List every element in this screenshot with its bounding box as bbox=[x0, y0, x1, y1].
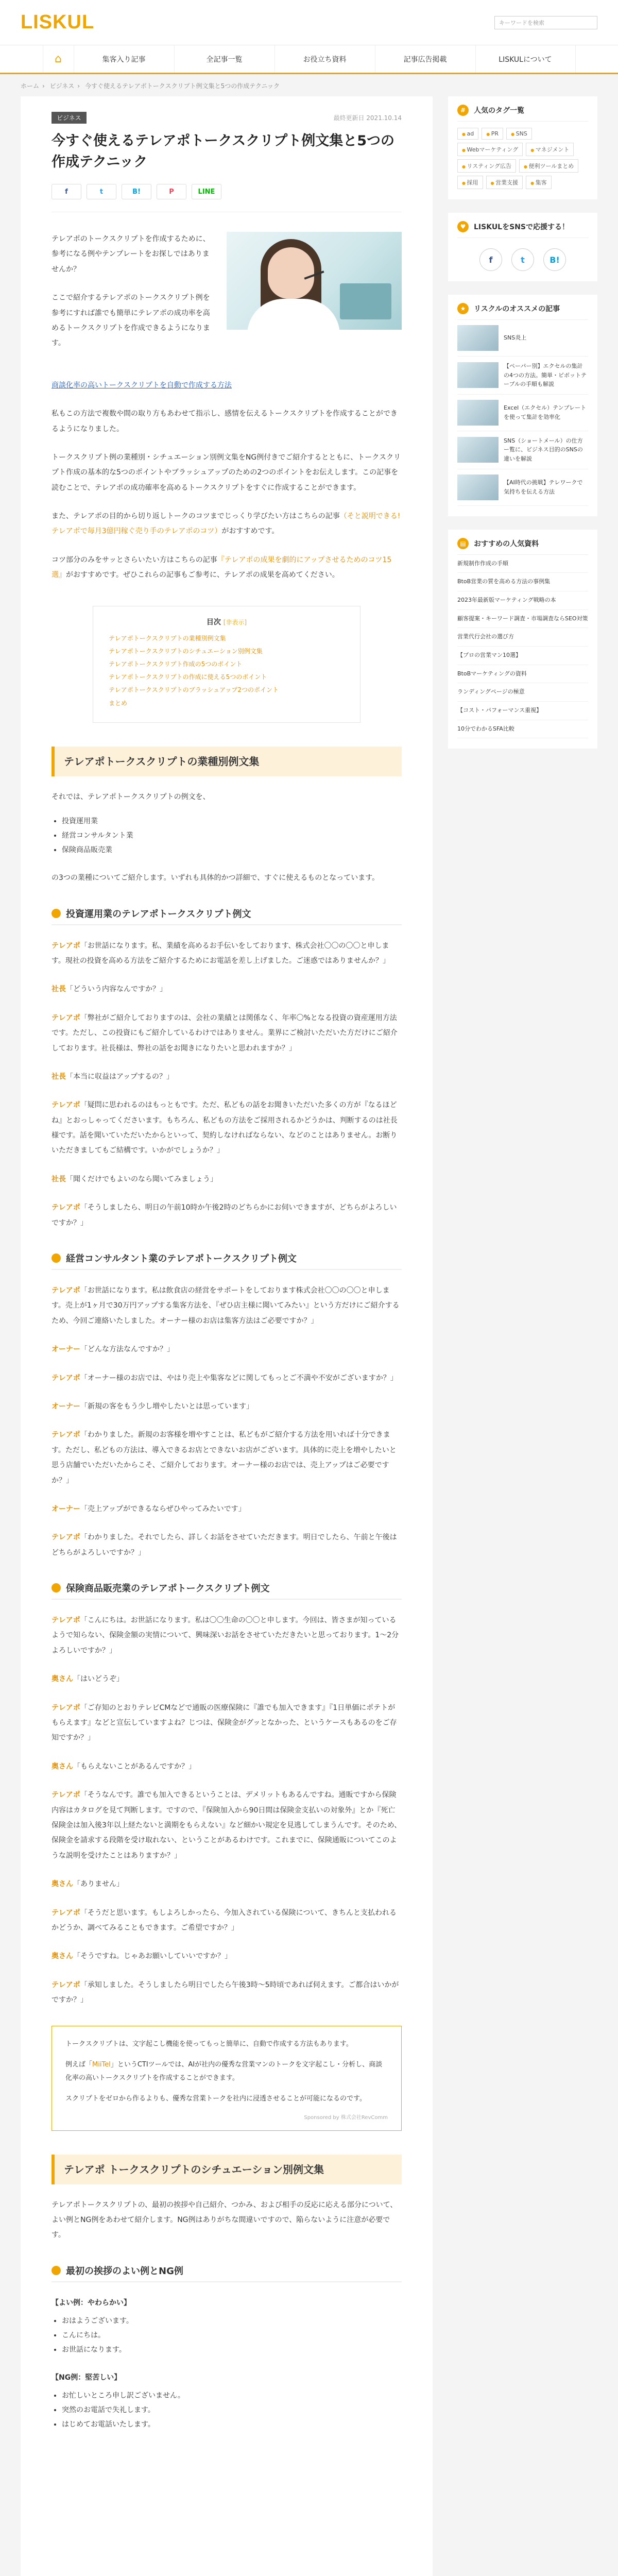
recommended-articles: ★ リスクルのオススメの記事 SNS炎上 【ペーパー別】エクセルの集計の4つの方法。簡単・ピボットテーブルの手順も解説 Excel（エクセル）テンプレートを使って集計を効率化 SNS（ショートメール）の仕方ー覧に、ビジネス目的のSNSの違いを解説 【AI時代の挑戦】テレワークで気持ちを伝える方法 bbox=[448, 295, 597, 516]
recommended-item[interactable] bbox=[457, 320, 588, 357]
hatena-follow-button[interactable]: B! bbox=[543, 248, 566, 271]
facebook-follow-button[interactable]: f bbox=[479, 248, 502, 271]
dialogue-line bbox=[52, 1949, 402, 1964]
recommended-title: 【ペーパー別】エクセルの集計の4つの方法。簡単・ピボットテーブルの手順も解説 bbox=[504, 363, 587, 388]
dialogue-text: 「わかりました。新規のお客様を増やすことは、私どもがご紹介する方法を用いれば十分できます。ただし、私どもの方法は、導入できるお店とできないお店がございます。具体的に売上を増やしたいと思う店舗でいただいたからこそ、ご紹介しております。オーナー様のお店では、売上アップはご必要ですか？」 bbox=[52, 1431, 397, 1485]
article-thumbnail bbox=[457, 362, 499, 388]
subsection-heading: 経営コンサルタント業のテレアポトークスクリプト例文 bbox=[52, 1251, 402, 1270]
popular-document-link[interactable]: 2023年最新版マーケティング戦略の本 bbox=[457, 591, 588, 610]
dialogue-line bbox=[52, 982, 402, 997]
dialogue-line bbox=[52, 1978, 402, 2008]
sidebar bbox=[448, 96, 597, 762]
article-thumbnail bbox=[457, 437, 499, 463]
toc-item[interactable]: テレアポトークスクリプトのシチュエーション別例文集 bbox=[109, 647, 263, 655]
nav-item[interactable]: お役立ち資料 bbox=[274, 45, 375, 73]
speaker-label: テレアポ bbox=[52, 1374, 80, 1382]
dialogue-line bbox=[52, 1283, 402, 1329]
tag-link[interactable]: ● リスティング広告 bbox=[457, 159, 516, 173]
speaker-label: テレアポ bbox=[52, 1533, 80, 1542]
dialogue-text: 「売上アップができるならぜひやってみたいです」 bbox=[80, 1504, 246, 1513]
tag-link[interactable]: ● ad bbox=[457, 128, 478, 140]
tag-link[interactable]: ● 採用 bbox=[457, 176, 483, 189]
subsection-heading: 保険商品販売業のテレアポトークスクリプト例文 bbox=[52, 1581, 402, 1600]
dialogue-text: 「そうなんです。誰でも加入できるということは、デメリットもあるんですね。通販ですから保険内容はカタログを見て判断します。ですので、『保険加入から90日間は保険金支払いの対象外』とか『死亡保険金は加入後3年以上経たないと満期をもらえない』など細かい規定を見逃してしまうんです。そのため、保険金を請求する段階を受け取れない、ということがあるわけです。これまでに、保険通販についてこのような説明を受けたことはありますか？」 bbox=[52, 1791, 402, 1860]
dialogue-line bbox=[52, 1428, 402, 1488]
speaker-label: 奥さん bbox=[52, 1880, 73, 1889]
speaker-label: テレアポ bbox=[52, 1791, 80, 1800]
paragraph: テレアポトークスクリプトの、最初の挨拶や自己紹介、つかみ、および相手の反応に応える部分について、よい例とNG例をあわせて紹介します。NG例はありがちな間違いですので、陥らないように注意が必要です。 bbox=[52, 2200, 398, 2240]
table-of-contents: 目次 [非表示] テレアポトークスクリプトの業種別例文集 テレアポトークスクリプトのシチュエーション別例文集 テレアポトークスクリプト作成の5つのポイント テレアポトークスクリプトの作成に使える5つのポイント テレアポトークスクリプトのブラッシュアップ2つのポイント まとめ bbox=[93, 606, 360, 723]
paragraph: それでは、テレアポトークスクリプトの例文を、 bbox=[52, 792, 210, 801]
dialogue-text: 「聞くだけでもよいのなら聞いてみましょう」 bbox=[66, 1175, 217, 1183]
article-thumbnail bbox=[457, 325, 499, 351]
tag-link[interactable]: ● 便利ツールまとめ bbox=[519, 159, 578, 173]
list-item: • おはようございます。 bbox=[62, 2314, 402, 2328]
dialogue-line bbox=[52, 1530, 402, 1561]
dialogue-text: 「もらえないことがあるんですか？」 bbox=[73, 1762, 196, 1771]
dialogue-text: 「そうだと思います。もしよろしかったら、今加入されている保険について、きちんと支払われるかどうか、調べてみることもできます。ご希望ですか？」 bbox=[52, 1908, 397, 1932]
category-badge[interactable]: ビジネス bbox=[52, 112, 87, 124]
dialogue-line bbox=[52, 1011, 402, 1056]
popular-document-link[interactable]: 顧客提案・キーワード調査・市場調査ならSEO対策 bbox=[457, 610, 588, 629]
share-buttons bbox=[52, 184, 402, 212]
hero-image bbox=[227, 232, 402, 330]
popular-document-link[interactable]: 10分でわかるSFA比較 bbox=[457, 720, 588, 739]
toc-item[interactable]: テレアポトークスクリプト作成の5つのポイント bbox=[109, 660, 243, 668]
toc-item[interactable]: まとめ bbox=[109, 699, 128, 707]
speaker-label: 社長 bbox=[52, 985, 66, 994]
speaker-label: オーナー bbox=[52, 1504, 80, 1513]
dialogue-text: 「お世話になります。私は飲食店の経営をサポートをしております株式会社〇〇の〇〇と申します。売上が1ヶ月で30万円アップする集客方法を、『ぜひ店主様に聞いてみたい』という方だけにご紹介するため、今回ご連絡いたしました。オーナー様のお店は集客方法はご必要ですか？」 bbox=[52, 1286, 400, 1325]
tag-link[interactable]: ● 集客 bbox=[526, 176, 552, 189]
speaker-label: 社長 bbox=[52, 1175, 66, 1183]
speaker-label: 社長 bbox=[52, 1072, 66, 1081]
list-item: • 経営コンサルタント業 bbox=[62, 828, 402, 843]
speaker-label: テレアポ bbox=[52, 1101, 80, 1110]
facebook-share-button[interactable]: f bbox=[52, 184, 81, 199]
speaker-label: オーナー bbox=[52, 1345, 80, 1354]
sponsored-callout: トークスクリプトは、文字起こし機能を使ってもっと簡単に、自動で作成する方法もあります。 例えば「MiiTel」というCTIツールでは、AIが社内の優秀な営業マンのトークを文字起こし・分析し、商談化率の高いトークスクリプトを作成することができます。 スクリプトをゼロから作るよりも、優秀な営業トークを社内に浸透させることが可能になるのです。 Sponsored by 株式会社RevComm bbox=[52, 2026, 402, 2131]
dialogue-line bbox=[52, 1399, 402, 1414]
tag-link[interactable]: ● 営業支援 bbox=[486, 176, 523, 189]
dialogue bbox=[52, 939, 402, 1231]
recommended-title: SNS（ショートメール）の仕方ー覧に、ビジネス目的のSNSの違いを解説 bbox=[504, 437, 583, 462]
article-thumbnail bbox=[457, 400, 499, 426]
paragraph: トークスクリプト例の業種別・シチュエーション別例文集をNG例付きでご紹介するとともに、トークスクリプト作成の基本的な5つのポイントやブラッシュアップのための2つのポイントをお伝えします。この記事を読むことで、テレアポの成功確率を高めるトークスクリプトをすぐに作成することができます。 bbox=[52, 453, 401, 492]
list-item: • 保険商品販売業 bbox=[62, 843, 402, 857]
dialogue-line bbox=[52, 1701, 402, 1746]
pocket-share-button[interactable]: P bbox=[157, 184, 186, 199]
nav-item[interactable]: 集客入り記事 bbox=[74, 45, 174, 73]
recommended-title: SNS炎上 bbox=[504, 334, 527, 342]
paragraph: の3つの業種についてご紹介します。いずれも具体的かつ詳細で、すぐに使えるものとなっています。 bbox=[52, 874, 380, 883]
dialogue-line bbox=[52, 1906, 402, 1936]
nav-item[interactable]: 記事広告掲載 bbox=[375, 45, 475, 73]
speaker-label: 奥さん bbox=[52, 1675, 73, 1684]
nav-item[interactable]: LISKULについて bbox=[475, 45, 576, 73]
sns-follow: ♥ LISKULをSNSで応援する！ f t B! bbox=[448, 213, 597, 281]
global-nav bbox=[0, 45, 618, 74]
dialogue-line bbox=[52, 1098, 402, 1159]
article-thumbnail bbox=[457, 474, 499, 500]
speaker-label: テレアポ bbox=[52, 1286, 80, 1295]
tag-link[interactable]: ● SNS bbox=[506, 128, 532, 140]
dialogue-text: 「本当に収益はアップするの？」 bbox=[66, 1072, 174, 1081]
speaker-label: テレアポ bbox=[52, 1616, 80, 1625]
sponsor-label: Sponsored by 株式会社RevComm bbox=[304, 2114, 388, 2121]
subsection-heading: 最初の挨拶のよい例とNG例 bbox=[52, 2264, 402, 2282]
speaker-label: テレアポ bbox=[52, 1980, 80, 1989]
intro-paragraph: ここで紹介するテレアポのトークスクリプト例を参考にすれば誰でも簡単にテレアポの成功率を高めるトークスクリプトを作成できるようになります。 bbox=[52, 294, 210, 348]
paragraph: コツ部分のみをサッとさらいたい方はこちらの記事『テレアポの成果を劇的にアップさせるためのコツ15選』がおすすめです。ぜひこれらの記事もご参考に、テレアポの成果を高めてください。 bbox=[52, 555, 392, 580]
recommended-item[interactable] bbox=[457, 395, 588, 431]
dialogue-text: 「ご存知のとおりテレビCMなどで通販の医療保険に『誰でも加入できます』『1日単価にポテトがもらえます』などと宣伝していますよね？じつは、保険金がグッとなかった、というケースもあるのをご存知ですか？」 bbox=[52, 1703, 397, 1742]
breadcrumb: ホーム › ビジネス › 今すぐ使えるテレアポトークスクリプト例文集と5つの作成テクニック bbox=[21, 82, 280, 90]
inline-link[interactable]: 商談化率の高いトークスクリプトを自動で作成する方法 bbox=[52, 381, 232, 389]
site-logo[interactable]: LISKUL bbox=[21, 11, 95, 33]
search-input[interactable]: キーワードを検索 bbox=[494, 16, 597, 29]
intro-paragraph: テレアポのトークスクリプトを作成するために、参考になる例やテンプレートをお探しではありませんか？ bbox=[52, 235, 210, 274]
paragraph: 私もこの方法で複数や間の取り方もあわせて指示し、感情を伝えるトークスクリプトを作成することができるようになりました。 bbox=[52, 410, 398, 433]
dialogue-text: 「わかりました。それでしたら、詳しくお話をさせていただきます。明日でしたら、午前と午後はどちらがよろしいですか？」 bbox=[52, 1533, 397, 1557]
dialogue-text: 「はいどうぞ」 bbox=[73, 1675, 124, 1684]
list-item: • お世話になります。 bbox=[62, 2343, 402, 2357]
dialogue-line bbox=[52, 1877, 402, 1892]
article bbox=[21, 96, 433, 2576]
dialogue-line bbox=[52, 1200, 402, 1231]
dialogue-text: 「どんな方法なんですか？」 bbox=[80, 1345, 174, 1354]
tag-link[interactable]: ● Webマーケティング bbox=[457, 143, 523, 156]
popular-document-link[interactable]: BtoBマーケティングの資料 bbox=[457, 665, 588, 684]
popular-document-link[interactable]: 新規制作作成の手順 bbox=[457, 555, 588, 573]
dialogue bbox=[52, 1613, 402, 2008]
dialogue-text: 「疑問に思われるのはもっともです。ただ、私どもの話をお聞きいただいた多くの方が『なるほどね』とおっしゃってくださいます。もちろん、私どもの方法をご採用されるかどうかは、判断するのは社長様です。話を聞いていただいたからといって、契約しなければならない、などのことはありません。お断りいただきましてもご結構です。いかがでしょうか？」 bbox=[52, 1101, 398, 1155]
twitter-follow-button[interactable]: t bbox=[511, 248, 534, 271]
dialogue bbox=[52, 1283, 402, 1561]
dialogue-line bbox=[52, 1502, 402, 1517]
breadcrumb-item: 今すぐ使えるテレアポトークスクリプト例文集と5つの作成テクニック bbox=[84, 82, 280, 90]
paragraph: また、テレアポの目的から切り返しトークのコツまでじっくり学びたい方はこちらの記事（そと説明できる!テレアポで毎月3億円稼ぐ売り手のテレアポのコツ）がおすすめです。 bbox=[52, 512, 401, 536]
document-icon: ▤ bbox=[457, 538, 469, 549]
nav-item[interactable]: 全記事一覧 bbox=[174, 45, 274, 73]
list-item: • こんにちは。 bbox=[62, 2328, 402, 2343]
toc-toggle[interactable]: [非表示] bbox=[223, 618, 247, 626]
speaker-label: テレアポ bbox=[52, 1013, 80, 1022]
popular-document-link[interactable]: 【コスト・パフォーマンス重視】 bbox=[457, 702, 588, 720]
tag-icon: # bbox=[457, 105, 469, 116]
miitel-link[interactable]: MiiTel bbox=[92, 2060, 111, 2069]
dialogue-line bbox=[52, 1672, 402, 1687]
dialogue-text: 「弊社がご紹介しておりますのは、会社の業績とは関係なく、年率〇%となる投資の資産運用方法です。ただし、この投資にもご紹介しているわけではありません。業界にご検討いただいた方だけにご紹介しております。社長様は、弊社の話をお聞きになりたいと思われますか？」 bbox=[52, 1013, 398, 1053]
list-item: • はじめてお電話いたします。 bbox=[62, 2417, 402, 2432]
speaker-label: 奥さん bbox=[52, 1762, 73, 1771]
article-title: 今すぐ使えるテレアポトークスクリプト例文集と5つの作成テクニック bbox=[52, 133, 394, 170]
header bbox=[0, 0, 618, 45]
breadcrumb-item[interactable]: ホーム bbox=[21, 82, 40, 90]
dialogue-line bbox=[52, 1172, 402, 1187]
recommended-title: Excel（エクセル）テンプレートを使って集計を効率化 bbox=[504, 404, 587, 420]
popular-document-link[interactable]: BtoB営業の質を高める方法の事例集 bbox=[457, 573, 588, 591]
home-icon[interactable]: ⌂ bbox=[43, 45, 74, 73]
tag-link[interactable]: ● マネジメント bbox=[526, 143, 574, 156]
speaker-label: 奥さん bbox=[52, 1952, 73, 1961]
good-example-label: 【よい例：やわらかい】 bbox=[52, 2298, 131, 2307]
popular-tags: # 人気のタグ一覧 ● ad ● PR ● SNS ● Webマーケティング ● マネジメント ● リスティング広告 ● 便利ツールまとめ ● 採用 ● 営業支援 ● 集客 bbox=[448, 96, 597, 199]
dialogue-text: 「お世話になります。私、業績を高めるお手伝いをしております、株式会社〇〇の〇〇と申します。現社の投資を高める方法をご紹介するためにお電話を差し上げました。ご迷惑ではありませんか？」 bbox=[52, 941, 390, 965]
inline-link[interactable]: 『テレアポの成果を劇的にアップさせるためのコツ15選』 bbox=[52, 555, 392, 580]
speaker-label: オーナー bbox=[52, 1402, 80, 1411]
toc-item[interactable]: テレアポトークスクリプトの作成に使える5つのポイント bbox=[109, 673, 267, 681]
dialogue-line bbox=[52, 1371, 402, 1386]
breadcrumb-item[interactable]: ビジネス bbox=[49, 82, 75, 90]
twitter-share-button[interactable]: t bbox=[87, 184, 116, 199]
inline-link[interactable]: （そと説明できる!テレアポで毎月3億円稼ぐ売り手のテレアポのコツ） bbox=[52, 512, 401, 536]
line-share-button[interactable]: LINE bbox=[192, 184, 221, 199]
dialogue-line bbox=[52, 1788, 402, 1863]
hatena-share-button[interactable]: B! bbox=[122, 184, 151, 199]
speaker-label: テレアポ bbox=[52, 1204, 80, 1212]
dialogue-line bbox=[52, 1759, 402, 1774]
dialogue-text: 「ありません」 bbox=[73, 1880, 124, 1889]
list-item: • 投資運用業 bbox=[62, 814, 402, 828]
updated-date: 最終更新日 2021.10.14 bbox=[333, 114, 402, 122]
dialogue-line bbox=[52, 1070, 402, 1084]
dialogue-text: 「オーナー様のお店では、やはり売上や集客などに関してもっとご不満や不安がございますか？」 bbox=[80, 1374, 398, 1382]
popular-document-link[interactable]: ランディングページの極意 bbox=[457, 683, 588, 702]
dialogue-line bbox=[52, 1613, 402, 1658]
dialogue-text: 「こんにちは。お世話になります。私は〇〇生命の〇〇と申します。今回は、皆さまが知っているようで知らない、保険金額の実情について、興味深いお話をさせていただきたいと思っております。1〜2分よろしいですか？」 bbox=[52, 1616, 399, 1655]
recommended-title: 【AI時代の挑戦】テレワークで気持ちを伝える方法 bbox=[504, 479, 583, 495]
dialogue-text: 「新規の客をもう少し増やしたいとは思っています」 bbox=[80, 1402, 253, 1411]
thumbs-up-icon: ★ bbox=[457, 303, 469, 314]
popular-document-link[interactable]: 営業代行会社の選び方 bbox=[457, 628, 588, 647]
speaker-label: テレアポ bbox=[52, 1908, 80, 1917]
speaker-label: テレアポ bbox=[52, 1703, 80, 1712]
recommended-item[interactable] bbox=[457, 431, 588, 469]
subsection-heading: 投資運用業のテレアポトークスクリプト例文 bbox=[52, 907, 402, 925]
dialogue-text: 「どういう内容なんですか？」 bbox=[66, 985, 167, 994]
speaker-label: テレアポ bbox=[52, 941, 80, 950]
section-heading: テレアポ トークスクリプトのシチュエーション別例文集 bbox=[52, 2155, 402, 2184]
toc-item[interactable]: テレアポトークスクリプトの業種別例文集 bbox=[109, 634, 226, 642]
heart-icon: ♥ bbox=[457, 221, 469, 232]
dialogue-line bbox=[52, 939, 402, 969]
list-item: • お忙しいところ申し訳ございません。 bbox=[62, 2388, 402, 2403]
popular-documents: ▤ おすすめの人気資料 新規制作作成の手順 BtoB営業の質を高める方法の事例集 2023年最新版マーケティング戦略の本 顧客提案・キーワード調査・市場調査ならSEO対策 営業代行会社の選び方 【プロの営業マン10選】 BtoBマーケティングの資料 ランディングページの極意 【コスト・パフォーマンス重視】 10分でわかるSFA比較 bbox=[448, 530, 597, 749]
section-heading: テレアポトークスクリプトの業種別例文集 bbox=[52, 747, 402, 776]
list-item: • 突然のお電話で失礼します。 bbox=[62, 2403, 402, 2417]
popular-document-link[interactable]: 【プロの営業マン10選】 bbox=[457, 647, 588, 665]
dialogue-line bbox=[52, 1342, 402, 1357]
dialogue-text: 「承知しました。そうしましたら明日でしたら午後3時〜5時頃であれば伺えます。ご都合はいかがですか？」 bbox=[52, 1980, 399, 2005]
industry-list bbox=[52, 814, 402, 857]
dialogue-text: 「そうしましたら、明日の午前10時か午後2時のどちらかにお伺いできますが、どちらがよろしいですか？」 bbox=[52, 1204, 397, 1227]
recommended-item[interactable] bbox=[457, 469, 588, 506]
toc-item[interactable]: テレアポトークスクリプトのブラッシュアップ2つのポイント bbox=[109, 686, 279, 694]
dialogue-text: 「そうですね。じゃあお願いしていいですか？」 bbox=[73, 1952, 232, 1961]
speaker-label: テレアポ bbox=[52, 1431, 80, 1439]
ng-example-label: 【NG例：堅苦しい】 bbox=[52, 2374, 122, 2382]
tag-link[interactable]: ● PR bbox=[482, 128, 503, 140]
recommended-item[interactable] bbox=[457, 357, 588, 395]
